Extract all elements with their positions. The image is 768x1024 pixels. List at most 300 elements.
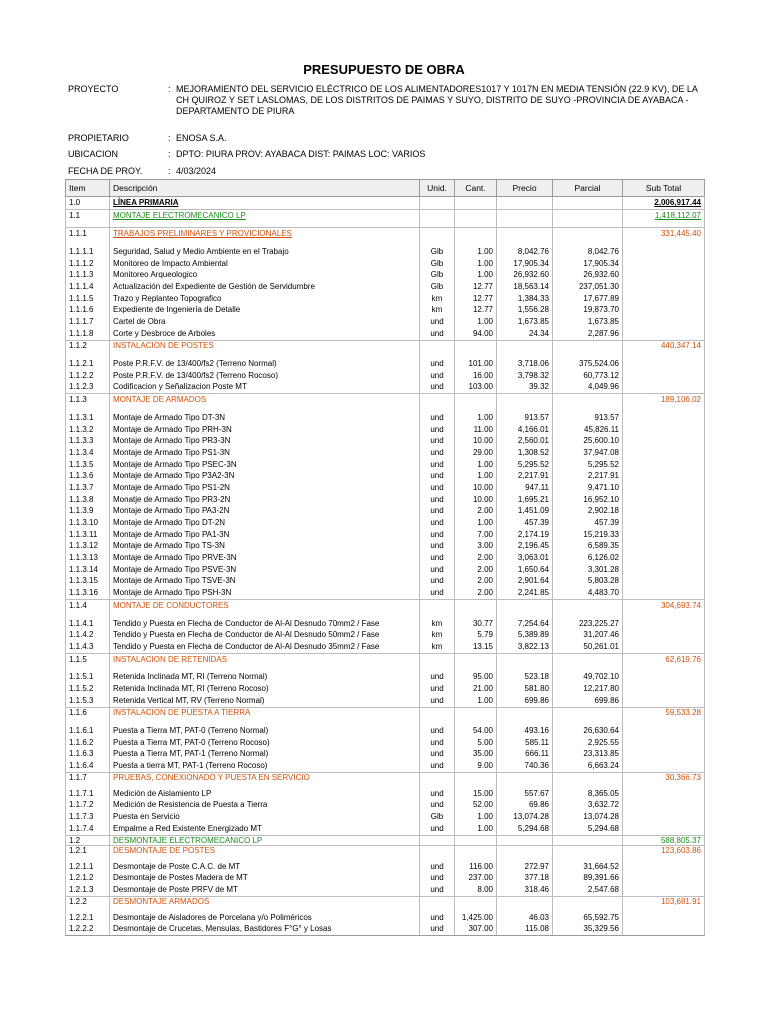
unit-cell	[420, 228, 455, 240]
subtotal-cell	[623, 737, 705, 749]
item-code: 1.1.7.4	[66, 823, 110, 835]
item-description: Seguridad, Salud y Medio Ambiente en el Trabajo	[110, 246, 420, 258]
subtotal-cell	[623, 412, 705, 424]
table-row	[66, 435, 705, 447]
unit-cell: Glb	[420, 258, 455, 270]
section-title: DESMONTAJE DE POSTES	[113, 845, 216, 855]
table-row	[66, 506, 705, 518]
unit-cell: und	[420, 912, 455, 924]
item-description: Montaje de Armado Tipo PSH-3N	[110, 587, 420, 599]
price-cell: 493.16	[497, 725, 553, 737]
partial-cell	[553, 653, 623, 665]
item-description: Retenida Inclinada MT, RI (Terreno Rocoso)	[110, 683, 420, 695]
partial-cell: 31,207.46	[553, 629, 623, 641]
quantity-cell: 5.79	[455, 629, 497, 641]
item-description: Montaje de Armado Tipo TS-3N	[110, 541, 420, 553]
quantity-cell: 2.00	[455, 576, 497, 588]
subtotal-cell	[623, 382, 705, 394]
subtotal-cell	[623, 506, 705, 518]
price-cell: 699.86	[497, 695, 553, 707]
unit-cell: und	[420, 435, 455, 447]
quantity-cell: 103.00	[455, 382, 497, 394]
item-description: Tendido y Puesta en Flecha de Conductor de Al-Al Desnudo 70mm2 / Fase	[110, 618, 420, 630]
item-code: 1.1.7.3	[66, 811, 110, 823]
partial-cell: 3,632.72	[553, 800, 623, 812]
partial-cell: 17,677.89	[553, 293, 623, 305]
unit-cell: und	[420, 358, 455, 370]
item-code: 1.1.6.2	[66, 737, 110, 749]
table-row	[66, 281, 705, 293]
partial-cell: 45,826.11	[553, 424, 623, 436]
partial-cell: 26,932.60	[553, 269, 623, 281]
subtotal-cell	[623, 394, 705, 406]
partial-cell: 12,217.80	[553, 683, 623, 695]
item-description: Medición de Resistencia de Puesta a Tierra	[110, 800, 420, 812]
partial-cell: 5,295.52	[553, 459, 623, 471]
subtotal-cell	[623, 529, 705, 541]
quantity-cell: 94.00	[455, 328, 497, 340]
table-row	[66, 382, 705, 394]
header-label: PROYECTO	[68, 84, 119, 94]
subtotal-cell	[623, 823, 705, 835]
quantity-cell: 95.00	[455, 671, 497, 683]
partial-cell: 9,471.10	[553, 482, 623, 494]
subtotal-value: 30,366.73	[665, 772, 701, 782]
partial-cell: 2,217.91	[553, 470, 623, 482]
unit-cell: und	[420, 494, 455, 506]
price-cell: 5,295.52	[497, 459, 553, 471]
subtotal-cell	[623, 552, 705, 564]
unit-cell: Glb	[420, 246, 455, 258]
price-cell: 2,901.64	[497, 576, 553, 588]
price-cell	[497, 896, 553, 906]
partial-cell: 26,630.64	[553, 725, 623, 737]
table-row	[66, 370, 705, 382]
section-description	[110, 835, 420, 845]
unit-cell: und	[420, 412, 455, 424]
subtotal-value: 1,418,112.07	[654, 210, 701, 220]
section-row	[66, 896, 705, 906]
quantity-cell	[455, 394, 497, 406]
quantity-cell: 1.00	[455, 258, 497, 270]
partial-cell: 49,702.10	[553, 671, 623, 683]
price-cell: 8,042.76	[497, 246, 553, 258]
item-description: Montaje de Armado Tipo DT-2N	[110, 517, 420, 529]
quantity-cell: 3.00	[455, 541, 497, 553]
item-description: Montaje de Armado Tipo DT-3N	[110, 412, 420, 424]
item-description: Monitoreo de Impacto Ambiental	[110, 258, 420, 270]
quantity-cell: 54.00	[455, 725, 497, 737]
price-cell: 5,389.89	[497, 629, 553, 641]
item-code: 1.1.3	[66, 394, 110, 406]
item-code: 1.1	[66, 209, 110, 221]
price-cell: 2,174.19	[497, 529, 553, 541]
table-row	[66, 470, 705, 482]
table-row	[66, 552, 705, 564]
unit-cell: und	[420, 517, 455, 529]
unit-cell: und	[420, 760, 455, 772]
item-code: 1.1.5.1	[66, 671, 110, 683]
item-description: Puesta a tierra MT, PAT-1 (Terreno Rocoso)	[110, 760, 420, 772]
subtotal-value: 189,106.02	[660, 395, 701, 405]
col-header-unit: Unid.	[420, 180, 455, 197]
section-title: PRUEBAS, CONEXIONADO Y PUESTA EN SERVICIO	[113, 772, 310, 782]
unit-cell	[420, 835, 455, 845]
unit-cell: und	[420, 587, 455, 599]
item-description: Montaje de Armado Tipo PSEC-3N	[110, 459, 420, 471]
price-cell: 13,074.28	[497, 811, 553, 823]
table-row	[66, 811, 705, 823]
unit-cell: und	[420, 695, 455, 707]
subtotal-cell	[623, 653, 705, 665]
quantity-cell: 1.00	[455, 823, 497, 835]
quantity-cell: 10.00	[455, 494, 497, 506]
partial-cell: 6,126.02	[553, 552, 623, 564]
item-code: 1.1.7.2	[66, 800, 110, 812]
subtotal-cell	[623, 912, 705, 924]
item-code: 1.1.5	[66, 653, 110, 665]
quantity-cell: 8.00	[455, 884, 497, 896]
price-cell	[497, 707, 553, 719]
unit-cell: und	[420, 823, 455, 835]
item-code: 1.1.2.2	[66, 370, 110, 382]
unit-cell: und	[420, 725, 455, 737]
quantity-cell	[455, 197, 497, 210]
table-row	[66, 737, 705, 749]
item-description: Monatje de Armado Tipo PR3-2N	[110, 494, 420, 506]
price-cell	[497, 228, 553, 240]
unit-cell: und	[420, 316, 455, 328]
partial-cell: 16,952.10	[553, 494, 623, 506]
unit-cell: km	[420, 618, 455, 630]
item-code: 1.2.1.2	[66, 872, 110, 884]
col-header-description: Descripción	[110, 180, 420, 197]
table-row	[66, 618, 705, 630]
item-code: 1.1.7	[66, 772, 110, 782]
subtotal-cell	[623, 800, 705, 812]
unit-cell: und	[420, 923, 455, 935]
item-code: 1.2.1.3	[66, 884, 110, 896]
table-row	[66, 305, 705, 317]
item-code: 1.1.4.2	[66, 629, 110, 641]
partial-cell: 8,365.05	[553, 788, 623, 800]
table-row	[66, 328, 705, 340]
item-description: Montaje de Armado Tipo PSVE-3N	[110, 564, 420, 576]
quantity-cell: 10.00	[455, 482, 497, 494]
table-row	[66, 760, 705, 772]
unit-cell	[420, 896, 455, 906]
unit-cell	[420, 707, 455, 719]
unit-cell: und	[420, 683, 455, 695]
quantity-cell: 1.00	[455, 269, 497, 281]
item-code: 1.1.3.15	[66, 576, 110, 588]
subtotal-cell	[623, 564, 705, 576]
table-row	[66, 923, 705, 935]
price-cell: 523.18	[497, 671, 553, 683]
subtotal-value: 331,445.40	[660, 229, 701, 239]
quantity-cell: 116.00	[455, 861, 497, 873]
quantity-cell: 10.00	[455, 435, 497, 447]
quantity-cell	[455, 772, 497, 782]
table-row	[66, 424, 705, 436]
section-title: INSTALACION DE PUESTA A TIERRA	[113, 708, 251, 718]
partial-cell: 65,592.75	[553, 912, 623, 924]
partial-cell: 15,219.33	[553, 529, 623, 541]
subtotal-cell	[623, 749, 705, 761]
table-row	[66, 494, 705, 506]
section-title: MONTAJE ELECTROMECANICO LP	[113, 210, 246, 220]
quantity-cell: 52.00	[455, 800, 497, 812]
quantity-cell: 1.00	[455, 811, 497, 823]
subtotal-cell	[623, 269, 705, 281]
subtotal-cell	[623, 695, 705, 707]
quantity-cell	[455, 209, 497, 221]
subtotal-cell	[623, 707, 705, 719]
partial-cell: 35,329.56	[553, 923, 623, 935]
quantity-cell	[455, 340, 497, 352]
partial-cell: 19,873.70	[553, 305, 623, 317]
quantity-cell	[455, 707, 497, 719]
item-description: Montaje de Armado Tipo PR3-3N	[110, 435, 420, 447]
price-cell: 46.03	[497, 912, 553, 924]
partial-cell: 37,947.08	[553, 447, 623, 459]
unit-cell: und	[420, 749, 455, 761]
subtotal-cell	[623, 447, 705, 459]
quantity-cell: 237.00	[455, 872, 497, 884]
partial-cell: 25,600.10	[553, 435, 623, 447]
item-code: 1.1.3.2	[66, 424, 110, 436]
partial-cell	[553, 896, 623, 906]
subtotal-cell	[623, 923, 705, 935]
partial-cell: 23,313.85	[553, 749, 623, 761]
item-description: Cartel de Obra	[110, 316, 420, 328]
unit-cell: km	[420, 305, 455, 317]
item-description: Montaje de Armado Tipo TSVE-3N	[110, 576, 420, 588]
table-row	[66, 629, 705, 641]
unit-cell	[420, 845, 455, 855]
document-title: PRESUPUESTO DE OBRA	[303, 62, 465, 77]
item-code: 1.1.3.14	[66, 564, 110, 576]
item-code: 1.2.2	[66, 896, 110, 906]
unit-cell: und	[420, 470, 455, 482]
price-cell: 3,718.06	[497, 358, 553, 370]
table-row	[66, 246, 705, 258]
col-header-partial: Parcial	[553, 180, 623, 197]
quantity-cell: 12.77	[455, 293, 497, 305]
price-cell	[497, 394, 553, 406]
price-cell: 5,294.68	[497, 823, 553, 835]
subtotal-value: 103,681.91	[660, 896, 701, 906]
table-row	[66, 293, 705, 305]
section-title: MONTAJE DE ARMADOS	[113, 395, 207, 405]
section-row	[66, 835, 705, 845]
item-code: 1.1.5.3	[66, 695, 110, 707]
price-cell	[497, 835, 553, 845]
unit-cell	[420, 600, 455, 612]
subtotal-value: 123,603.86	[660, 845, 701, 855]
item-description: Montaje de Armado Tipo PRH-3N	[110, 424, 420, 436]
item-code: 1.2.2.2	[66, 923, 110, 935]
subtotal-cell	[623, 683, 705, 695]
unit-cell: Glb	[420, 811, 455, 823]
subtotal-cell	[623, 671, 705, 683]
partial-cell	[553, 772, 623, 782]
table-row	[66, 725, 705, 737]
subtotal-cell	[623, 305, 705, 317]
subtotal-cell	[623, 641, 705, 653]
section-description	[110, 653, 420, 665]
quantity-cell: 2.00	[455, 564, 497, 576]
partial-cell: 17,905.34	[553, 258, 623, 270]
partial-cell: 6,663.24	[553, 760, 623, 772]
unit-cell: und	[420, 884, 455, 896]
table-row	[66, 800, 705, 812]
table-row	[66, 823, 705, 835]
price-cell: 947.11	[497, 482, 553, 494]
partial-cell: 2,925.55	[553, 737, 623, 749]
subtotal-cell	[623, 517, 705, 529]
unit-cell: km	[420, 293, 455, 305]
partial-cell	[553, 340, 623, 352]
partial-cell: 3,301.28	[553, 564, 623, 576]
unit-cell	[420, 394, 455, 406]
quantity-cell	[455, 228, 497, 240]
partial-cell	[553, 209, 623, 221]
quantity-cell	[455, 835, 497, 845]
item-code: 1.1.2.1	[66, 358, 110, 370]
partial-cell	[553, 197, 623, 210]
item-code: 1.1.1.1	[66, 246, 110, 258]
item-description: Monitoreo Arqueologico	[110, 269, 420, 281]
item-code: 1.1.3.13	[66, 552, 110, 564]
price-cell: 1,673.85	[497, 316, 553, 328]
section-description	[110, 228, 420, 240]
header-row-fecha-de-proy	[68, 166, 708, 177]
partial-cell	[553, 600, 623, 612]
table-row	[66, 316, 705, 328]
subtotal-cell	[623, 884, 705, 896]
subtotal-cell	[623, 629, 705, 641]
price-cell: 24.34	[497, 328, 553, 340]
subtotal-cell	[623, 435, 705, 447]
item-description: Tendido y Puesta en Flecha de Conductor de Al-Al Desnudo 35mm2 / Fase	[110, 641, 420, 653]
item-code: 1.2.2.1	[66, 912, 110, 924]
price-cell	[497, 340, 553, 352]
item-code: 1.1.7.1	[66, 788, 110, 800]
unit-cell: und	[420, 447, 455, 459]
section-title: INSTALACION DE POSTES	[113, 341, 214, 351]
subtotal-cell	[623, 835, 705, 845]
quantity-cell: 35.00	[455, 749, 497, 761]
subtotal-cell	[623, 788, 705, 800]
price-cell: 3,822.13	[497, 641, 553, 653]
table-row	[66, 884, 705, 896]
header-row-proyecto	[68, 84, 708, 117]
subtotal-cell	[623, 209, 705, 221]
section-row	[66, 653, 705, 665]
quantity-cell: 2.00	[455, 587, 497, 599]
subtotal-cell	[623, 340, 705, 352]
section-description	[110, 845, 420, 855]
partial-cell: 913.57	[553, 412, 623, 424]
table-row	[66, 269, 705, 281]
item-code: 1.1.1.7	[66, 316, 110, 328]
item-description: Medición de Aislamiento LP	[110, 788, 420, 800]
partial-cell: 2,547.68	[553, 884, 623, 896]
item-code: 1.1.3.12	[66, 541, 110, 553]
item-description: Desmontaje de Crucetas, Mensulas, Bastidores F°G° y Losas	[110, 923, 420, 935]
quantity-cell: 9.00	[455, 760, 497, 772]
section-title: MONTAJE DE CONDUCTORES	[113, 600, 229, 610]
item-description: Actualización del Expediente de Gestión de Servidumbre	[110, 281, 420, 293]
item-code: 1.1.6.4	[66, 760, 110, 772]
item-code: 1.1.3.11	[66, 529, 110, 541]
item-code: 1.1.3.10	[66, 517, 110, 529]
item-description: Poste P.R.F.V. de 13/400/fs2 (Terreno Normal)	[110, 358, 420, 370]
subtotal-cell	[623, 872, 705, 884]
item-code: 1.1.3.9	[66, 506, 110, 518]
item-code: 1.1.2	[66, 340, 110, 352]
table-row	[66, 447, 705, 459]
table-row	[66, 564, 705, 576]
price-cell: 2,241.85	[497, 587, 553, 599]
partial-cell	[553, 707, 623, 719]
section-description	[110, 197, 420, 210]
table-row	[66, 258, 705, 270]
item-code: 1.1.4.1	[66, 618, 110, 630]
item-code: 1.2.1	[66, 845, 110, 855]
item-code: 1.1.2.3	[66, 382, 110, 394]
section-title: DESMONTAJE ARMADOS	[113, 896, 210, 906]
partial-cell: 237,051.30	[553, 281, 623, 293]
unit-cell: und	[420, 370, 455, 382]
partial-cell: 2,287.96	[553, 328, 623, 340]
price-cell: 26,932.60	[497, 269, 553, 281]
item-description: Montaje de Armado Tipo P3A2-3N	[110, 470, 420, 482]
section-description	[110, 600, 420, 612]
unit-cell	[420, 197, 455, 210]
partial-cell	[553, 394, 623, 406]
price-cell: 7,254.64	[497, 618, 553, 630]
section-row	[66, 209, 705, 221]
unit-cell: und	[420, 872, 455, 884]
subtotal-value: 2,006,917.44	[654, 197, 701, 207]
item-description: Desmontaje de Postes Madera de MT	[110, 872, 420, 884]
item-code: 1.1.4	[66, 600, 110, 612]
partial-cell: 1,673.85	[553, 316, 623, 328]
item-code: 1.1.1	[66, 228, 110, 240]
quantity-cell: 7.00	[455, 529, 497, 541]
section-description	[110, 772, 420, 782]
item-code: 1.1.3.5	[66, 459, 110, 471]
table-row	[66, 695, 705, 707]
subtotal-cell	[623, 228, 705, 240]
subtotal-cell	[623, 293, 705, 305]
partial-cell: 60,773.12	[553, 370, 623, 382]
quantity-cell	[455, 896, 497, 906]
price-cell	[497, 845, 553, 855]
partial-cell: 31,664.52	[553, 861, 623, 873]
price-cell	[497, 600, 553, 612]
partial-cell	[553, 835, 623, 845]
unit-cell: und	[420, 459, 455, 471]
col-header-price: Precio	[497, 180, 553, 197]
item-description: Montaje de Armado Tipo PS1-2N	[110, 482, 420, 494]
table-row	[66, 641, 705, 653]
partial-cell	[553, 228, 623, 240]
subtotal-cell	[623, 316, 705, 328]
quantity-cell: 15.00	[455, 788, 497, 800]
